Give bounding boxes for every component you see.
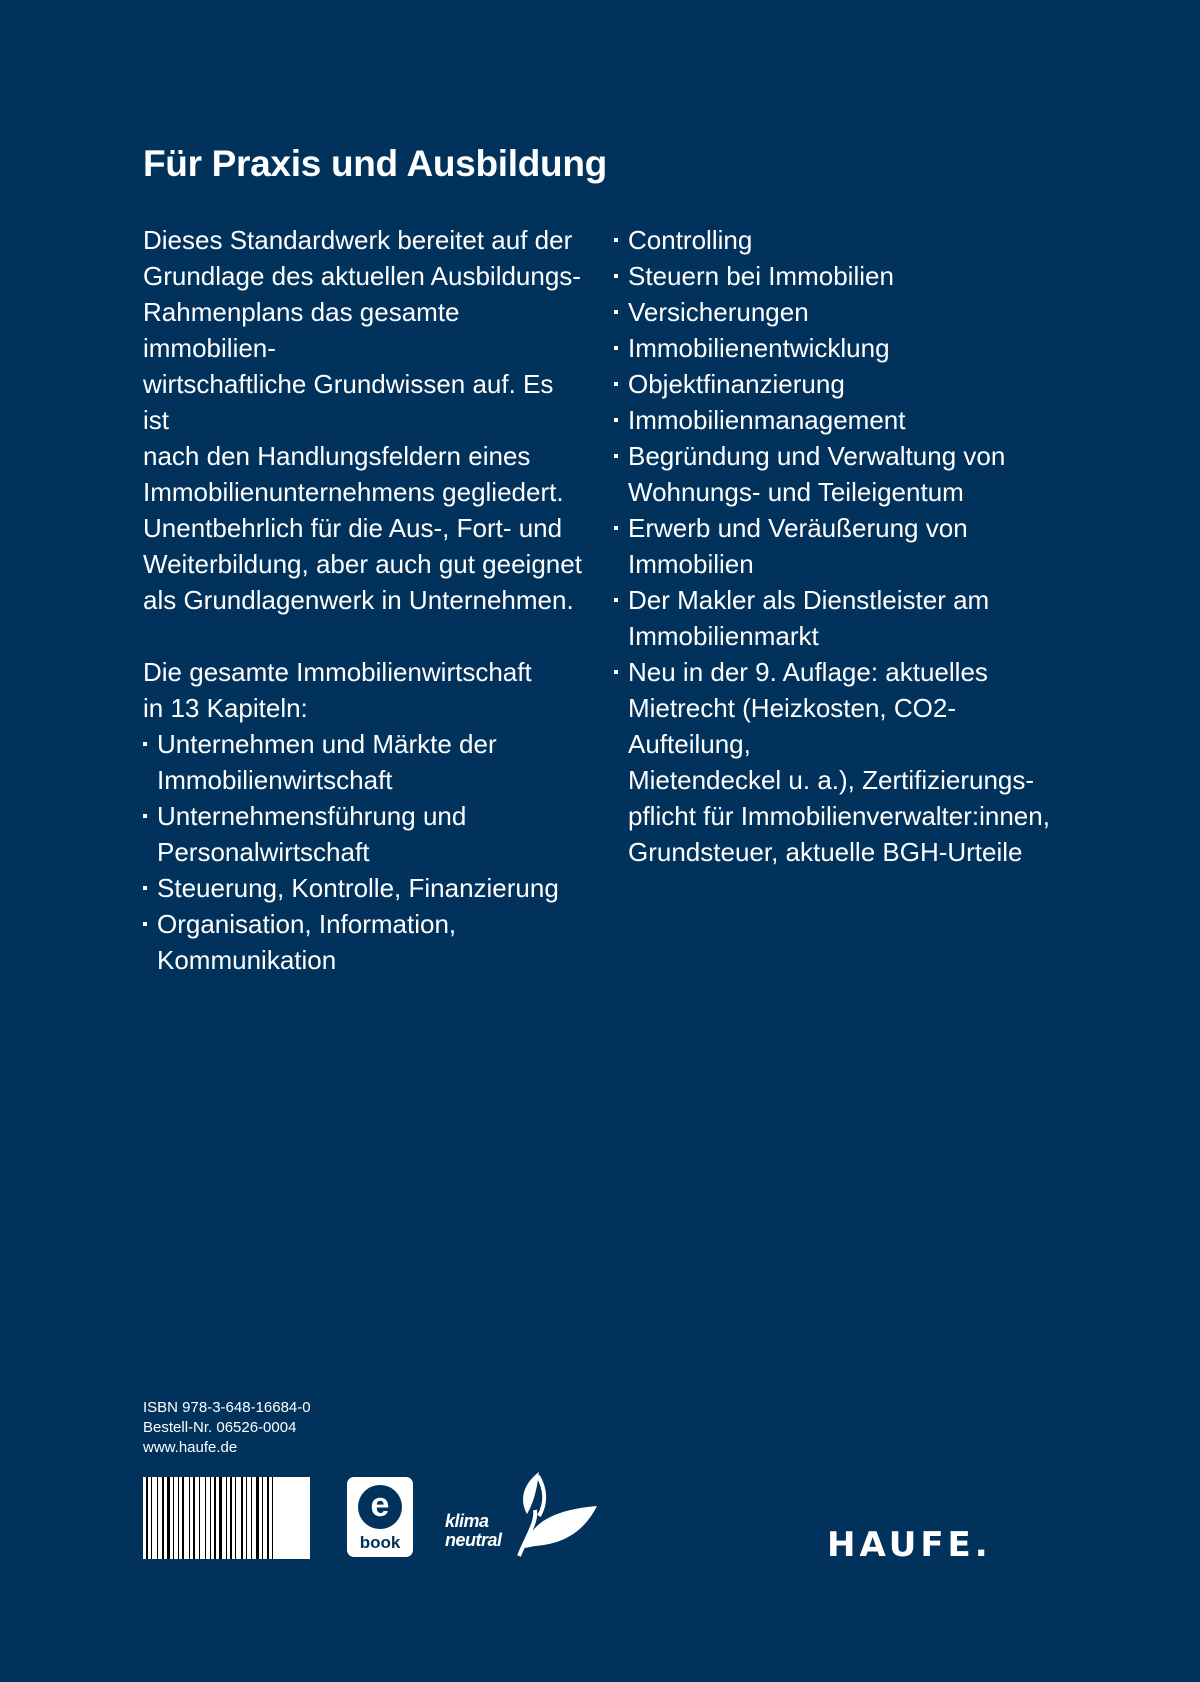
barcode-bar <box>230 1477 232 1559</box>
chapter-item <box>143 798 583 870</box>
chapter-item-line: Begründung und Verwaltung von <box>628 441 1006 471</box>
barcode-bar <box>272 1477 273 1559</box>
right-chapter-list <box>614 222 1064 870</box>
chapter-item-line: Immobilienwirtschaft <box>157 765 393 795</box>
haufe-logo: HAUFE. <box>827 1525 992 1565</box>
left-chapter-list <box>143 726 583 978</box>
chapter-item <box>614 582 1064 654</box>
barcode-bar <box>162 1477 164 1559</box>
barcode-bar <box>256 1477 259 1559</box>
chapter-item-line: Unternehmensführung und <box>157 801 467 831</box>
chapter-item <box>614 330 1064 366</box>
text-line: wirtschaftliche Grundwissen auf. Es ist <box>143 369 554 435</box>
book-meta <box>143 1398 311 1458</box>
chapter-item-line: Objektfinanzierung <box>628 369 845 399</box>
chapter-item <box>143 870 583 906</box>
text-line: in 13 Kapiteln: <box>143 693 308 723</box>
text-line: Dieses Standardwerk bereitet auf der <box>143 225 573 255</box>
headline: Für Praxis und Ausbildung <box>143 143 607 184</box>
text-line: Unentbehrlich für die Aus-, Fort- und <box>143 513 563 543</box>
chapter-item-line: Organisation, Information, <box>157 909 457 939</box>
text-line: Immobilienunternehmens gegliedert. <box>143 477 564 507</box>
barcode-bar <box>193 1477 195 1559</box>
leaf-icon <box>505 1470 600 1562</box>
barcode-bar <box>226 1477 227 1559</box>
chapter-item <box>614 258 1064 294</box>
barcode-bar <box>189 1477 190 1559</box>
barcode-bar <box>167 1477 170 1559</box>
barcode-bar <box>262 1477 263 1559</box>
chapter-item-line: Immobilienmarkt <box>628 621 819 651</box>
intro-paragraph <box>143 222 583 618</box>
text-line: nach den Handlungsfeldern eines <box>143 441 531 471</box>
chapter-item <box>614 438 1064 510</box>
text-line: Weiterbildung, aber auch gut geeignet <box>143 549 582 579</box>
chapter-item <box>614 402 1064 438</box>
barcode-bar <box>235 1477 236 1559</box>
barcode-bar <box>205 1477 206 1559</box>
chapter-item-line: Der Makler als Dienstleister am <box>628 585 990 615</box>
chapter-item <box>143 726 583 798</box>
barcode <box>143 1477 310 1559</box>
barcode-bar <box>157 1477 158 1559</box>
klima-text: klima <box>445 1511 489 1531</box>
ebook-badge <box>347 1477 413 1557</box>
chapter-item-line: Kommunikation <box>157 945 337 975</box>
barcode-bar <box>146 1477 148 1559</box>
chapter-item-line: Neu in der 9. Auflage: aktuelles <box>628 657 988 687</box>
barcode-bar <box>182 1477 184 1559</box>
text-line: Die gesamte Immobilienwirtschaft <box>143 657 532 687</box>
chapter-item-line: Wohnungs- und Teileigentum <box>628 477 964 507</box>
barcode-bar <box>199 1477 200 1559</box>
chapter-item <box>614 654 1064 870</box>
chapter-item-line: Erwerb und Veräußerung von <box>628 513 968 543</box>
chapter-item-line: Unternehmen und Märkte der <box>157 729 497 759</box>
barcode-bar <box>214 1477 216 1559</box>
chapter-item-line: Controlling <box>628 225 753 255</box>
chapter-item-line: Steuerung, Kontrolle, Finanzierung <box>157 873 559 903</box>
barcode-bar <box>241 1477 243 1559</box>
barcode-graphic <box>143 1477 310 1559</box>
chapters-intro <box>143 654 583 726</box>
text-line: Grundlage des aktuellen Ausbildungs- <box>143 261 581 291</box>
chapter-item <box>614 294 1064 330</box>
barcode-bar <box>178 1477 179 1559</box>
chapter-item <box>143 906 583 978</box>
chapter-item-line: Immobilienmanagement <box>628 405 906 435</box>
ebook-label: book <box>359 1533 401 1552</box>
chapter-item-line: Grundsteuer, aktuelle BGH-Urteile <box>628 837 1023 867</box>
chapter-item-line: Immobilienentwicklung <box>628 333 890 363</box>
text-line: als Grundlagenwerk in Unternehmen. <box>143 585 574 615</box>
isbn: ISBN 978-3-648-16684-0 <box>143 1399 311 1416</box>
chapter-item-line: Versicherungen <box>628 297 809 327</box>
chapter-item-line: pflicht für Immobilienverwalter:innen, <box>628 801 1050 831</box>
chapter-item-line: Steuern bei Immobilien <box>628 261 894 291</box>
chapter-item <box>614 366 1064 402</box>
left-column <box>143 222 583 978</box>
chapter-item <box>614 222 1064 258</box>
barcode-bar <box>173 1477 174 1559</box>
website: www.haufe.de <box>143 1439 238 1456</box>
right-column <box>614 222 1064 870</box>
barcode-bar <box>246 1477 247 1559</box>
barcode-bar <box>151 1477 152 1559</box>
klimaneutral-badge <box>445 1470 600 1562</box>
chapter-item-line: Personalwirtschaft <box>157 837 370 867</box>
barcode-bar <box>251 1477 252 1559</box>
barcode-bar <box>219 1477 222 1559</box>
ebook-icon: e <box>358 1485 402 1529</box>
chapter-item-line: Immobilien <box>628 549 754 579</box>
order-number: Bestell-Nr. 06526-0004 <box>143 1419 297 1436</box>
neutral-text: neutral <box>445 1530 502 1550</box>
barcode-bar <box>267 1477 269 1559</box>
chapter-item-line: Mietrecht (Heizkosten, CO2-Aufteilung, <box>628 693 956 759</box>
paragraph-gap <box>143 618 583 654</box>
text-line: Rahmenplans das gesamte immobilien- <box>143 297 460 363</box>
chapter-item <box>614 510 1064 582</box>
barcode-bar <box>210 1477 211 1559</box>
chapter-item-line: Mietendeckel u. a.), Zertifizierungs- <box>628 765 1035 795</box>
